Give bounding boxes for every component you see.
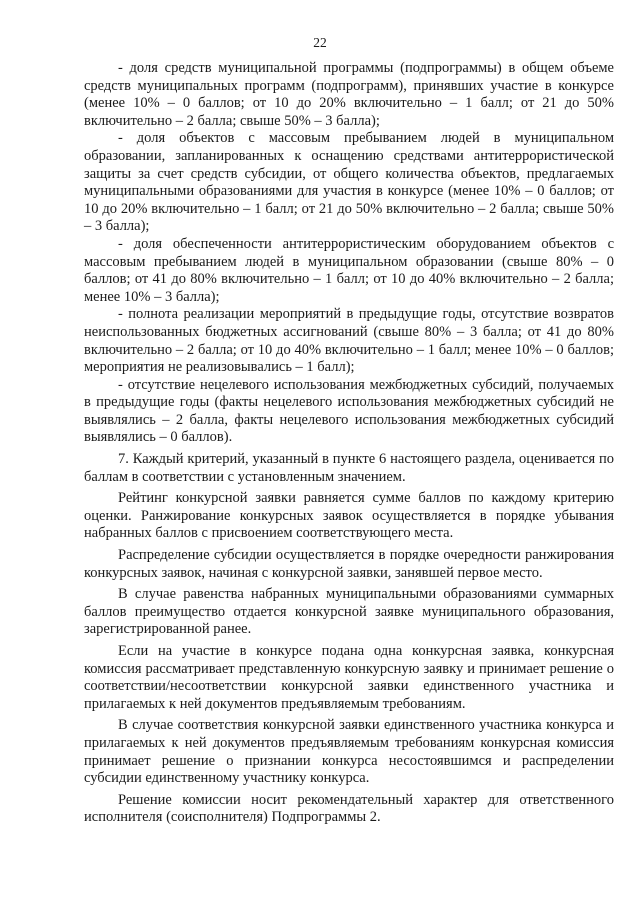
paragraph-single-participant: В случае соответствия конкурсной заявки единственного участника конкурса и прилагаемых к ней документов предъявляемым требованиям конкурсная комиссия принимает решение о признании конкурса несостоявшимся и распределении субсидии единственному участнику конкурса. (84, 717, 614, 787)
paragraph-item-7: 7. Каждый критерий, указанный в пункте 6 настоящего раздела, оценивается по баллам в соответствии с установленным значением. (84, 451, 614, 485)
criterion-equipment-provision: - доля обеспеченности антитеррористическим оборудованием объектов с массовым пребыванием людей в муниципальном образовании (свыше 80% – 0 баллов; от 41 до 80% включительно – 1 балл; от 10 до 40% включительно – 2 балла; менее 10% – 3 балла); (84, 235, 614, 305)
criterion-implementation-completeness: - полнота реализации мероприятий в предыдущие годы, отсутствие возвратов неиспользованных бюджетных ассигнований (свыше 80% – 3 балла; от 41 до 80% включительно – 2 балла; от 10 до 40% включительно – 1 балл; менее 10% – 0 баллов; мероприятия не реализовывались – 1 балл); (84, 306, 614, 376)
paragraph-distribution: Распределение субсидии осуществляется в порядке очередности ранжирования конкурсных заявок, начиная с конкурсной заявки, занявшей первое место. (84, 547, 614, 581)
paragraph-tie-break: В случае равенства набранных муниципальными образованиями суммарных баллов преимущество отдается конкурсной заявке муниципального образования, зарегистрированной ранее. (84, 586, 614, 638)
criterion-protected-objects-share: - доля объектов с массовым пребыванием людей в муниципальном образовании, запланированных к оснащению средствами антитеррористической защиты за счет средств субсидии, от общего количества объектов, предлагаемых муниципальными образованиями для участия в конкурсе (менее 10% – 0 баллов; от 10 до 20% включительно – 1 балл; от 21 до 50% включительно – 2 балла; свыше 50% – 3 балла); (84, 130, 614, 235)
criterion-program-funds-share: - доля средств муниципальной программы (подпрограммы) в общем объеме средств муниципальных программ (подпрограмм), принявших участие в конкурсе (менее 10% – 0 баллов; от 10 до 20% включительно – 1 балл; от 21 до 50% включительно – 2 балла; свыше 50% – 3 балла); (84, 60, 614, 129)
paragraph-commission-decision: Решение комиссии носит рекомендательный характер для ответственного исполнителя (соисполнителя) Подпрограммы 2. (84, 791, 614, 826)
criterion-no-misuse: - отсутствие нецелевого использования межбюджетных субсидий, получаемых в предыдущие годы (факты нецелевого использования межбюджетных субсидий не выявлялись – 2 балла, факты нецелевого использования межбюджетных субсидий выявлялись – 0 баллов). (84, 376, 614, 446)
document-body (84, 60, 614, 827)
paragraph-single-application: Если на участие в конкурсе подана одна конкурсная заявка, конкурсная комиссия рассматривает представленную конкурсную заявку и принимает решение о соответствии/несоответствии конкурсной заявки единственного участника и прилагаемых к ней документов предъявляемым требованиям. (84, 643, 614, 712)
page-number: 22 (313, 35, 327, 50)
paragraph-rating: Рейтинг конкурсной заявки равняется сумме баллов по каждому критерию оценки. Ранжирование конкурсных заявок осуществляется в порядке убывания набранных баллов с присвоением соответствующего места. (84, 490, 614, 542)
